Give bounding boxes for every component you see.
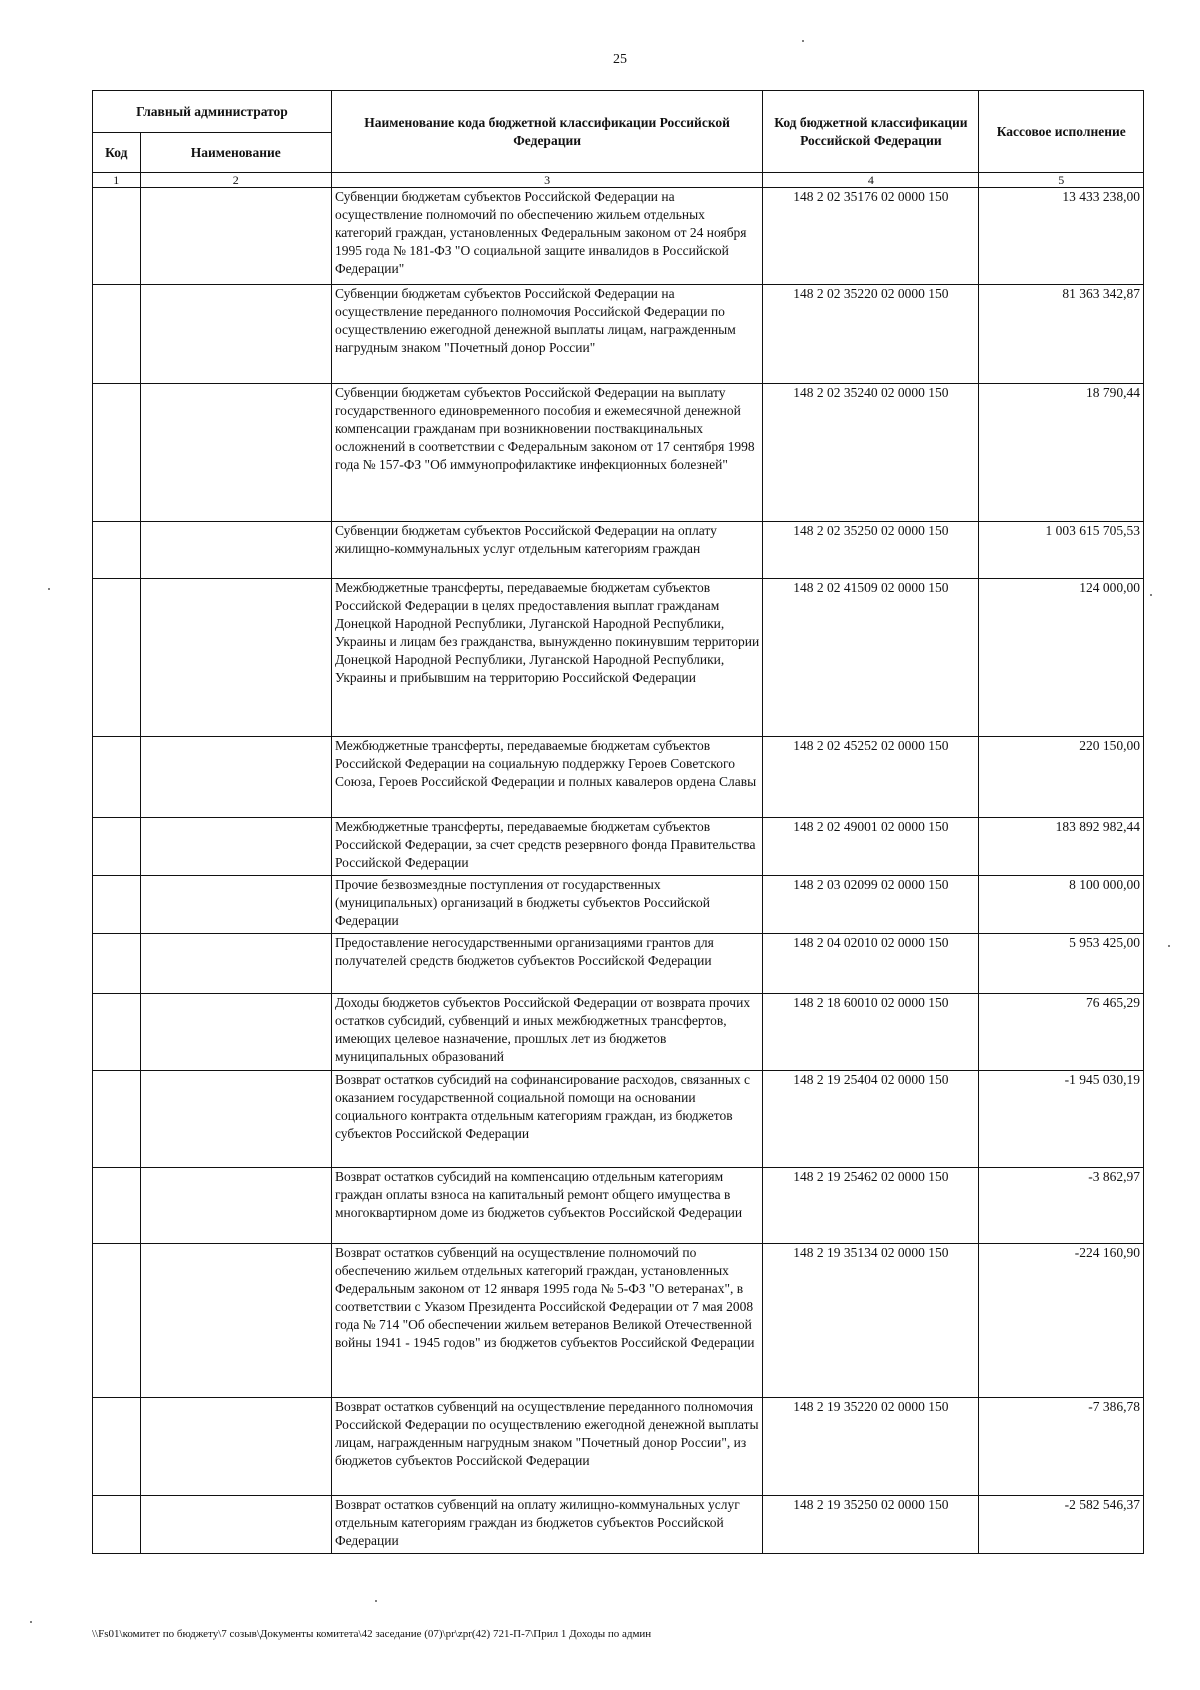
header-name: Наименование bbox=[140, 133, 331, 173]
table-row bbox=[93, 994, 1144, 1071]
admin-name-cell bbox=[140, 579, 331, 737]
admin-name-cell bbox=[140, 1071, 331, 1168]
header-code: Код bbox=[93, 133, 141, 173]
amount-cell: -1 945 030,19 bbox=[979, 1071, 1144, 1168]
admin-code-cell bbox=[93, 1398, 141, 1496]
admin-name-cell bbox=[140, 818, 331, 876]
table-row bbox=[93, 934, 1144, 994]
kbk-name-cell: Возврат остатков субвенций на оплату жилищно-коммунальных услуг отдельным категориям граждан из бюджетов субъектов Российской Федерации bbox=[331, 1496, 762, 1554]
amount-cell: 8 100 000,00 bbox=[979, 876, 1144, 934]
admin-name-cell bbox=[140, 1244, 331, 1398]
admin-name-cell bbox=[140, 876, 331, 934]
table-row bbox=[93, 285, 1144, 384]
scan-speck bbox=[375, 1600, 377, 1602]
kbk-code-cell: 148 2 04 02010 02 0000 150 bbox=[763, 934, 979, 994]
table-row bbox=[93, 737, 1144, 818]
header-kbk-name: Наименование кода бюджетной классификации Российской Федерации bbox=[331, 91, 762, 173]
column-number-row bbox=[93, 173, 1144, 188]
amount-cell: 124 000,00 bbox=[979, 579, 1144, 737]
admin-name-cell bbox=[140, 188, 331, 285]
table-row bbox=[93, 1244, 1144, 1398]
column-number: 2 bbox=[140, 173, 331, 188]
kbk-name-cell: Субвенции бюджетам субъектов Российской Федерации на оплату жилищно-коммунальных услуг отдельным категориям граждан bbox=[331, 522, 762, 579]
kbk-name-cell: Межбюджетные трансферты, передаваемые бюджетам субъектов Российской Федерации в целях предоставления выплат гражданам Донецкой Народной Республики, Луганской Народной Республики, Украины и лицам без гражданства, вынужденно покинувшим территории Донецкой Народной Республики, Луганской Народной Республики, Украины и прибывшим на территорию Российской Федерации bbox=[331, 579, 762, 737]
amount-cell: 1 003 615 705,53 bbox=[979, 522, 1144, 579]
amount-cell: -3 862,97 bbox=[979, 1168, 1144, 1244]
kbk-name-cell: Возврат остатков субвенций на осуществление переданного полномочия Российской Федерации по осуществлению ежегодной денежной выплаты лицам, награжденным нагрудным знаком "Почетный донор России", из бюджетов субъектов Российской Федерации bbox=[331, 1398, 762, 1496]
header-main-administrator: Главный администратор bbox=[93, 91, 332, 133]
kbk-name-cell: Субвенции бюджетам субъектов Российской Федерации на осуществление переданного полномочия Российской Федерации по осуществлению ежегодной денежной выплаты лицам, награжденным нагрудным знаком "Почетный донор России" bbox=[331, 285, 762, 384]
kbk-code-cell: 148 2 02 49001 02 0000 150 bbox=[763, 818, 979, 876]
header-kbk-code: Код бюджетной классификации Российской Федерации bbox=[763, 91, 979, 173]
kbk-code-cell: 148 2 02 35176 02 0000 150 bbox=[763, 188, 979, 285]
table-row bbox=[93, 188, 1144, 285]
admin-name-cell bbox=[140, 384, 331, 522]
admin-code-cell bbox=[93, 737, 141, 818]
admin-code-cell bbox=[93, 818, 141, 876]
kbk-name-cell: Субвенции бюджетам субъектов Российской Федерации на осуществление полномочий по обеспечению жильем отдельных категорий граждан, установленных Федеральным законом от 24 ноября 1995 года № 181-ФЗ "О социальной защите инвалидов в Российской Федерации" bbox=[331, 188, 762, 285]
kbk-code-cell: 148 2 02 41509 02 0000 150 bbox=[763, 579, 979, 737]
column-number: 4 bbox=[763, 173, 979, 188]
kbk-code-cell: 148 2 19 25404 02 0000 150 bbox=[763, 1071, 979, 1168]
scan-speck bbox=[30, 1621, 32, 1623]
kbk-code-cell: 148 2 19 35220 02 0000 150 bbox=[763, 1398, 979, 1496]
amount-cell: 220 150,00 bbox=[979, 737, 1144, 818]
admin-name-cell bbox=[140, 285, 331, 384]
admin-name-cell bbox=[140, 522, 331, 579]
admin-name-cell bbox=[140, 934, 331, 994]
admin-name-cell bbox=[140, 1496, 331, 1554]
table-row bbox=[93, 579, 1144, 737]
table-row bbox=[93, 818, 1144, 876]
scan-speck bbox=[1150, 594, 1152, 596]
kbk-code-cell: 148 2 19 35134 02 0000 150 bbox=[763, 1244, 979, 1398]
scan-speck bbox=[1168, 945, 1170, 947]
amount-cell: 76 465,29 bbox=[979, 994, 1144, 1071]
kbk-name-cell: Субвенции бюджетам субъектов Российской Федерации на выплату государственного единовременного пособия и ежемесячной денежной компенсации гражданам при возникновении поствакцинальных осложнений в соответствии с Федеральным законом от 17 сентября 1998 года № 157-ФЗ "Об иммунопрофилактике инфекционных болезней" bbox=[331, 384, 762, 522]
kbk-code-cell: 148 2 02 35250 02 0000 150 bbox=[763, 522, 979, 579]
admin-code-cell bbox=[93, 384, 141, 522]
amount-cell: 13 433 238,00 bbox=[979, 188, 1144, 285]
admin-name-cell bbox=[140, 737, 331, 818]
admin-code-cell bbox=[93, 934, 141, 994]
admin-code-cell bbox=[93, 285, 141, 384]
budget-revenue-table bbox=[92, 90, 1144, 1554]
admin-code-cell bbox=[93, 579, 141, 737]
kbk-code-cell: 148 2 02 35220 02 0000 150 bbox=[763, 285, 979, 384]
table-row bbox=[93, 876, 1144, 934]
table-row bbox=[93, 1168, 1144, 1244]
kbk-code-cell: 148 2 19 25462 02 0000 150 bbox=[763, 1168, 979, 1244]
kbk-code-cell: 148 2 03 02099 02 0000 150 bbox=[763, 876, 979, 934]
amount-cell: 81 363 342,87 bbox=[979, 285, 1144, 384]
amount-cell: -7 386,78 bbox=[979, 1398, 1144, 1496]
kbk-code-cell: 148 2 02 45252 02 0000 150 bbox=[763, 737, 979, 818]
admin-code-cell bbox=[93, 522, 141, 579]
table-row bbox=[93, 522, 1144, 579]
admin-code-cell bbox=[93, 1071, 141, 1168]
amount-cell: 5 953 425,00 bbox=[979, 934, 1144, 994]
table-row bbox=[93, 1398, 1144, 1496]
kbk-code-cell: 148 2 19 35250 02 0000 150 bbox=[763, 1496, 979, 1554]
kbk-code-cell: 148 2 02 35240 02 0000 150 bbox=[763, 384, 979, 522]
scan-speck bbox=[802, 40, 804, 42]
page-number: 25 bbox=[613, 52, 627, 67]
admin-code-cell bbox=[93, 1496, 141, 1554]
amount-cell: 183 892 982,44 bbox=[979, 818, 1144, 876]
admin-name-cell bbox=[140, 994, 331, 1071]
kbk-name-cell: Возврат остатков субсидий на софинансирование расходов, связанных с оказанием государственной социальной помощи на основании социального контракта отдельным категориям граждан, из бюджетов субъектов Российской Федерации bbox=[331, 1071, 762, 1168]
amount-cell: 18 790,44 bbox=[979, 384, 1144, 522]
kbk-name-cell: Возврат остатков субсидий на компенсацию отдельным категориям граждан оплаты взноса на капитальный ремонт общего имущества в многоквартирном доме из бюджетов субъектов Российской Федерации bbox=[331, 1168, 762, 1244]
table-row bbox=[93, 1496, 1144, 1554]
kbk-name-cell: Межбюджетные трансферты, передаваемые бюджетам субъектов Российской Федерации на социальную поддержку Героев Советского Союза, Героев Российской Федерации и полных кавалеров ордена Славы bbox=[331, 737, 762, 818]
admin-code-cell bbox=[93, 1244, 141, 1398]
kbk-name-cell: Возврат остатков субвенций на осуществление полномочий по обеспечению жильем отдельных категорий граждан, установленных Федеральным законом от 12 января 1995 года № 5-ФЗ "О ветеранах", в соответствии с Указом Президента Российской Федерации от 7 мая 2008 года № 714 "Об обеспечении жильем ветеранов Великой Отечественной войны 1941 - 1945 годов" из бюджетов субъектов Российской Федерации bbox=[331, 1244, 762, 1398]
kbk-name-cell: Доходы бюджетов субъектов Российской Федерации от возврата прочих остатков субсидий, субвенций и иных межбюджетных трансфертов, имеющих целевое назначение, прошлых лет из бюджетов муниципальных образований bbox=[331, 994, 762, 1071]
file-path-footer: \\Fs01\комитет по бюджету\7 созыв\Документы комитета\42 заседание (07)\pr\zpr(42) 721-П-7\Прил 1 Доходы по админ bbox=[92, 1628, 652, 1640]
amount-cell: -2 582 546,37 bbox=[979, 1496, 1144, 1554]
admin-code-cell bbox=[93, 876, 141, 934]
kbk-name-cell: Межбюджетные трансферты, передаваемые бюджетам субъектов Российской Федерации, за счет средств резервного фонда Правительства Российской Федерации bbox=[331, 818, 762, 876]
column-number: 5 bbox=[979, 173, 1144, 188]
column-number: 3 bbox=[331, 173, 762, 188]
header-cash-execution: Кассовое исполнение bbox=[979, 91, 1144, 173]
scan-speck bbox=[48, 588, 50, 590]
table-row bbox=[93, 384, 1144, 522]
admin-code-cell bbox=[93, 994, 141, 1071]
admin-code-cell bbox=[93, 1168, 141, 1244]
amount-cell: -224 160,90 bbox=[979, 1244, 1144, 1398]
kbk-name-cell: Предоставление негосударственными организациями грантов для получателей средств бюджетов субъектов Российской Федерации bbox=[331, 934, 762, 994]
kbk-code-cell: 148 2 18 60010 02 0000 150 bbox=[763, 994, 979, 1071]
table-row bbox=[93, 1071, 1144, 1168]
admin-code-cell bbox=[93, 188, 141, 285]
kbk-name-cell: Прочие безвозмездные поступления от государственных (муниципальных) организаций в бюджеты субъектов Российской Федерации bbox=[331, 876, 762, 934]
admin-name-cell bbox=[140, 1398, 331, 1496]
admin-name-cell bbox=[140, 1168, 331, 1244]
column-number: 1 bbox=[93, 173, 141, 188]
